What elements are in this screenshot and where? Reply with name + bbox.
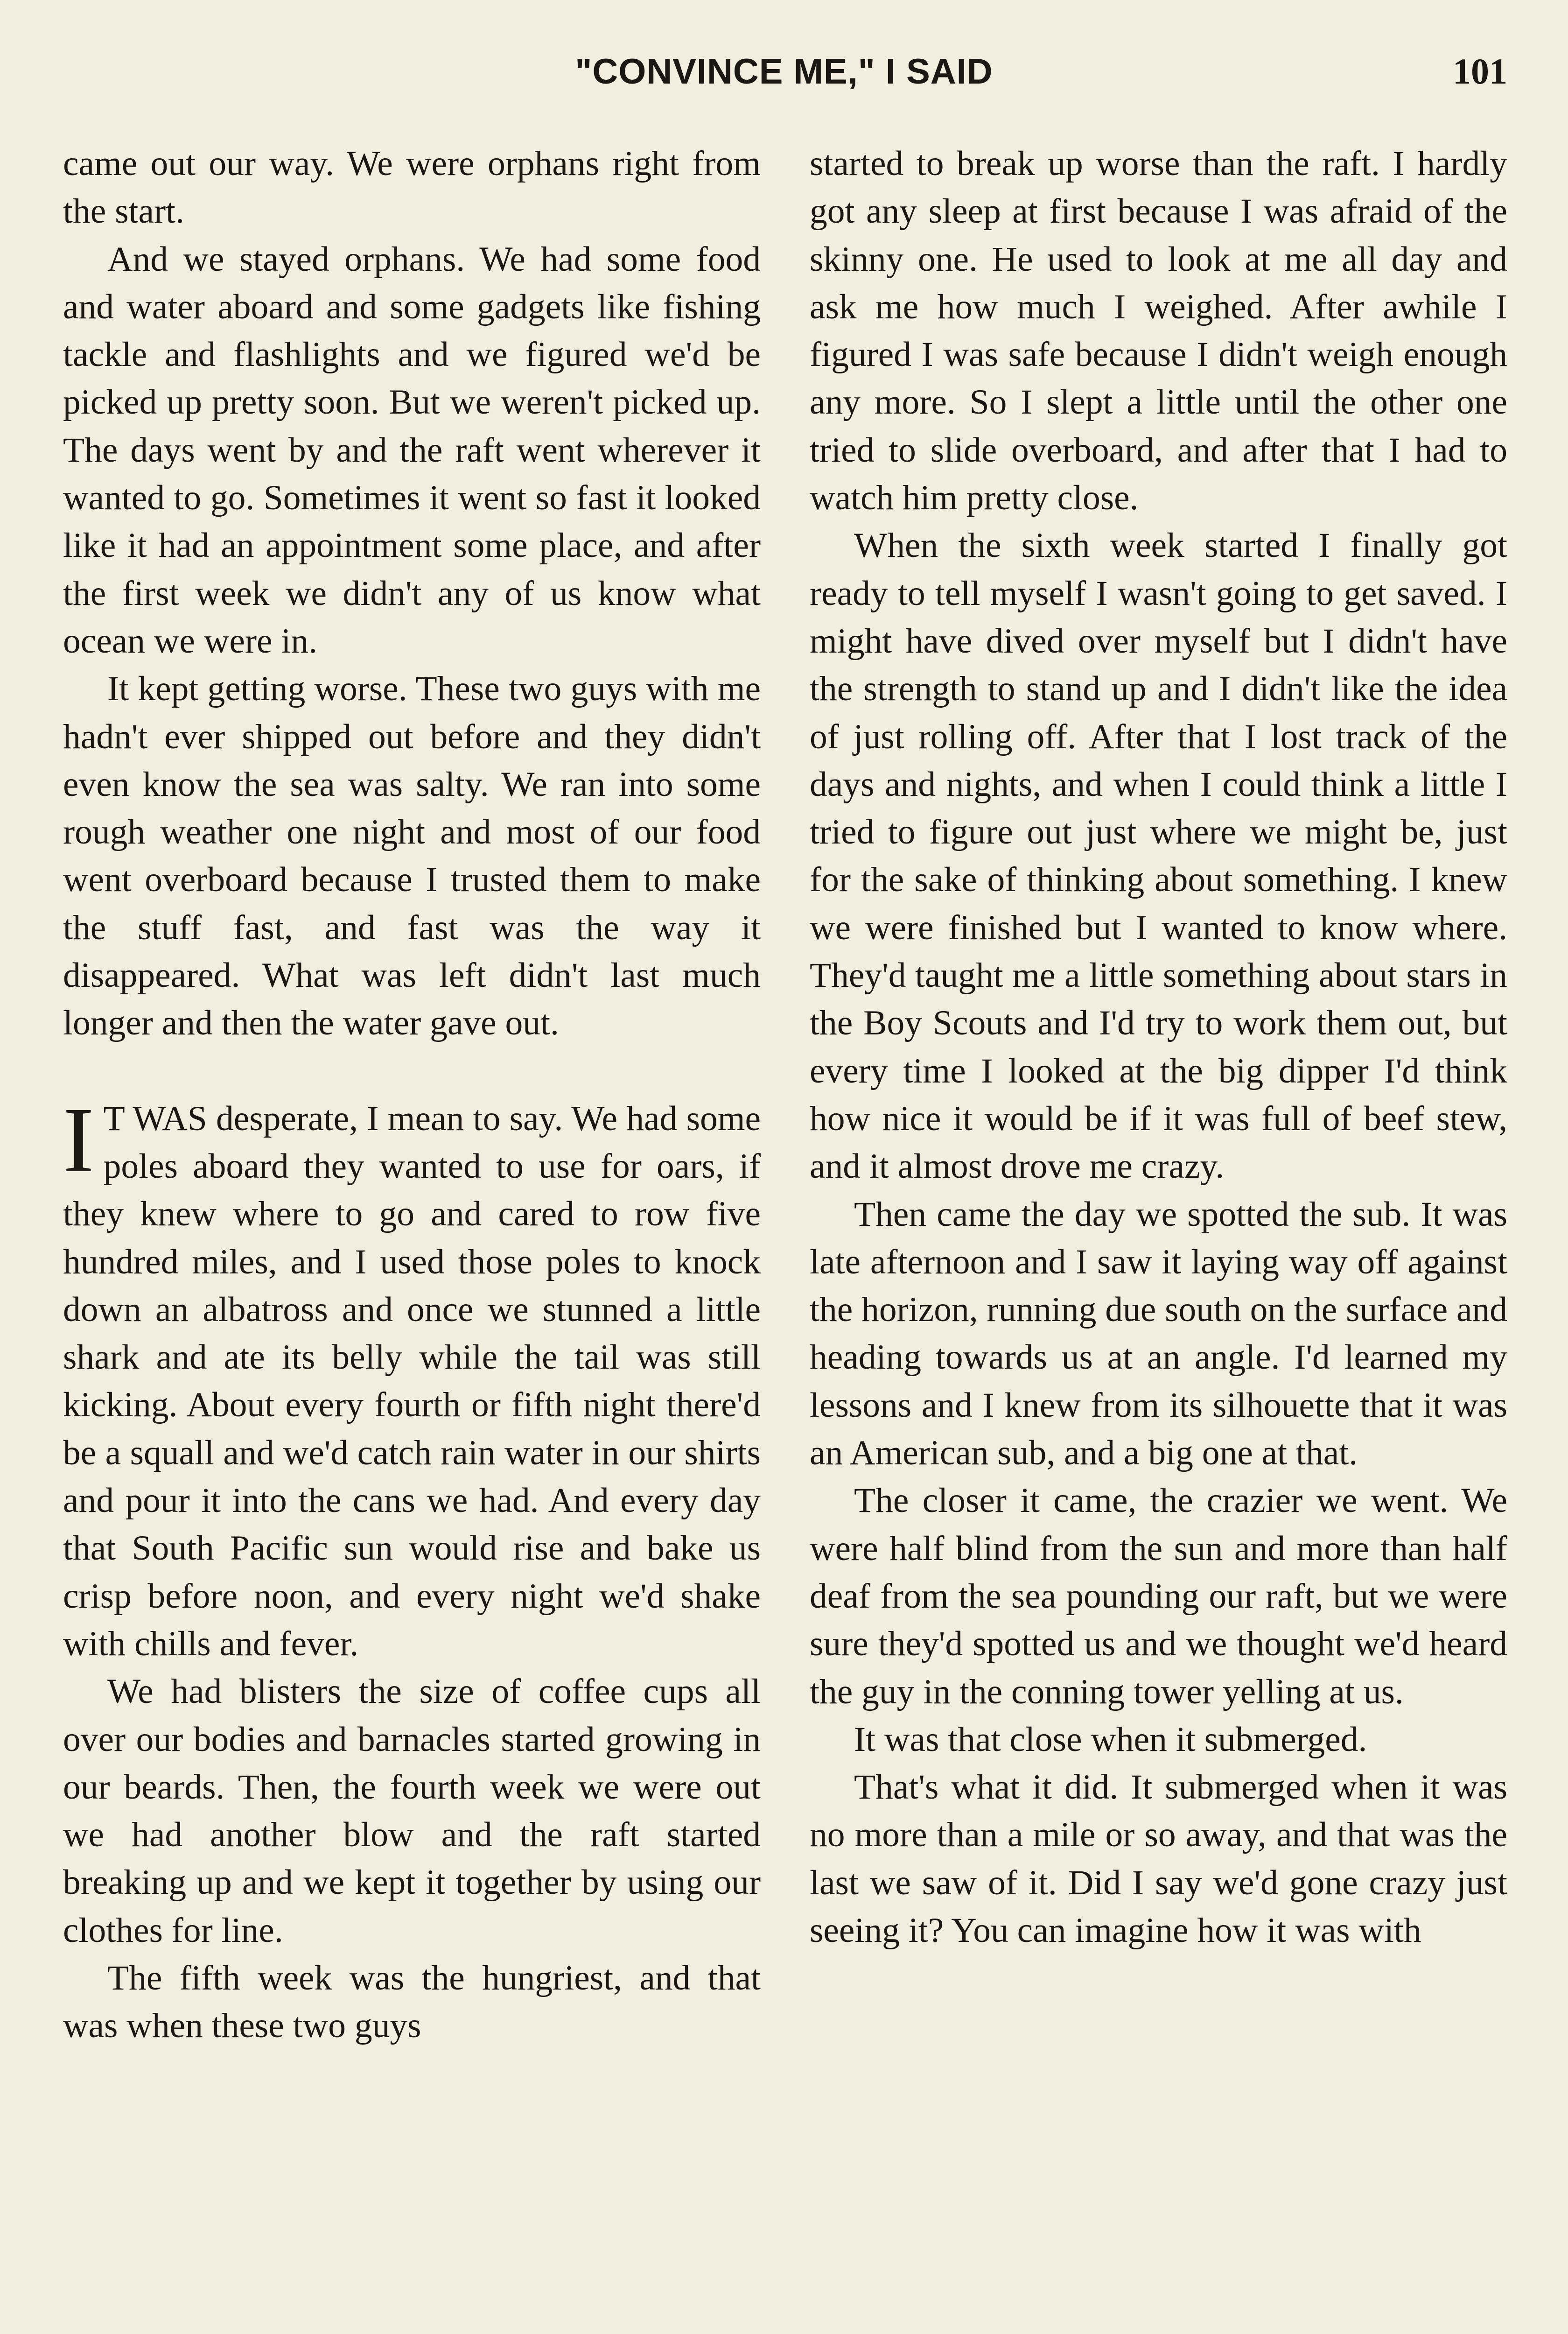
paragraph: came out our way. We were orphans right from the start. [63,144,761,231]
paragraph: It kept getting worse. These two guys with me hadn't ever shipped out before and they didn't even know the sea was salty. We ran into some rough weather one night and most of our food went overboard because I trusted them to make the stuff fast, and fast was the way it disappeared. What was left didn't last much longer and then the water gave out. [63,669,761,1043]
paragraph: The fifth week was the hungriest, and that was when these two guys [63,1958,761,2046]
paragraph: And we stayed orphans. We had some food and water aboard and some gadgets like fishing tackle and flashlights and we figured we'd be picked up pretty soon. But we weren't picked up. The days went by and the raft went wherever it wanted to go. Sometimes it went so fast it looked like it had an appointment some place, and after the first week we didn't any of us know what ocean we were in. [63,239,761,661]
paragraph: We had blisters the size of coffee cups all over our bodies and barnacles started growing in our beards. Then, the fourth week we were out we had another blow and the raft started breaking up and we kept it together by using our clothes for line. [63,1672,761,1950]
right-column [810,140,1507,1954]
paragraph: When the sixth week started I finally got ready to tell myself I wasn't going to get saved. I might have dived over myself but I didn't have the strength to stand up and I didn't like the idea of just rolling off. After that I lost track of the days and nights, and when I could think a little I tried to figure out just where we might be, just for the sake of thinking about something. I knew we were finished but I wanted to know where. They'd taught me a little something about stars in the Boy Scouts and I'd try to work them out, but every time I looked at the big dipper I'd think how nice it would be if it was full of beef stew, and it almost drove me crazy. [810,526,1507,1186]
running-title: "CONVINCE ME," I SAID [575,52,993,91]
left-column [63,140,761,2050]
paragraph: It was that close when it submerged. [854,1720,1367,1759]
paragraph: started to break up worse than the raft. I hardly got any sleep at first because I was afraid of the skinny one. He used to look at me all day and ask me how much I weighed. After awhile I figured I was safe because I didn't weigh enough any more. So I slept a little until the other one tried to slide overboard, and after that I had to watch him pretty close. [810,144,1507,518]
page-number: 101 [1453,51,1507,91]
paragraph: T WAS desperate, I mean to say. We had some poles aboard they wanted to use for oars, if they knew where to go and cared to row five hundred miles, and I used those poles to knock down an albatross and once we stunned a little shark and ate its belly while the tail was still kicking. About every fourth or fifth night there'd be a squall and we'd catch rain water in our shirts and pour it into the cans we had. And every day that South Pacific sun would rise and bake us crisp before noon, and every night we'd shake with chills and fever. [63,1099,761,1663]
running-head [61,41,1507,97]
paragraph: That's what it did. It submerged when it was no more than a mile or so away, and that was the last we saw of it. Did I say we'd gone crazy just seeing it? You can imagine how it was with [810,1768,1507,1950]
paragraph: Then came the day we spotted the sub. It was late afternoon and I saw it laying way off against the horizon, running due south on the surface and heading towards us at an angle. I'd learned my lessons and I knew from its silhouette that it was an American sub, and a big one at that. [810,1195,1507,1473]
drop-cap: I [63,1088,94,1192]
dropcap-paragraph [63,1088,761,1668]
paragraph: The closer it came, the crazier we went. We were half blind from the sun and more than half deaf from the sea pounding our raft, but we were sure they'd spotted us and we thought we'd heard the guy in the conning tower yelling at us. [810,1481,1507,1711]
